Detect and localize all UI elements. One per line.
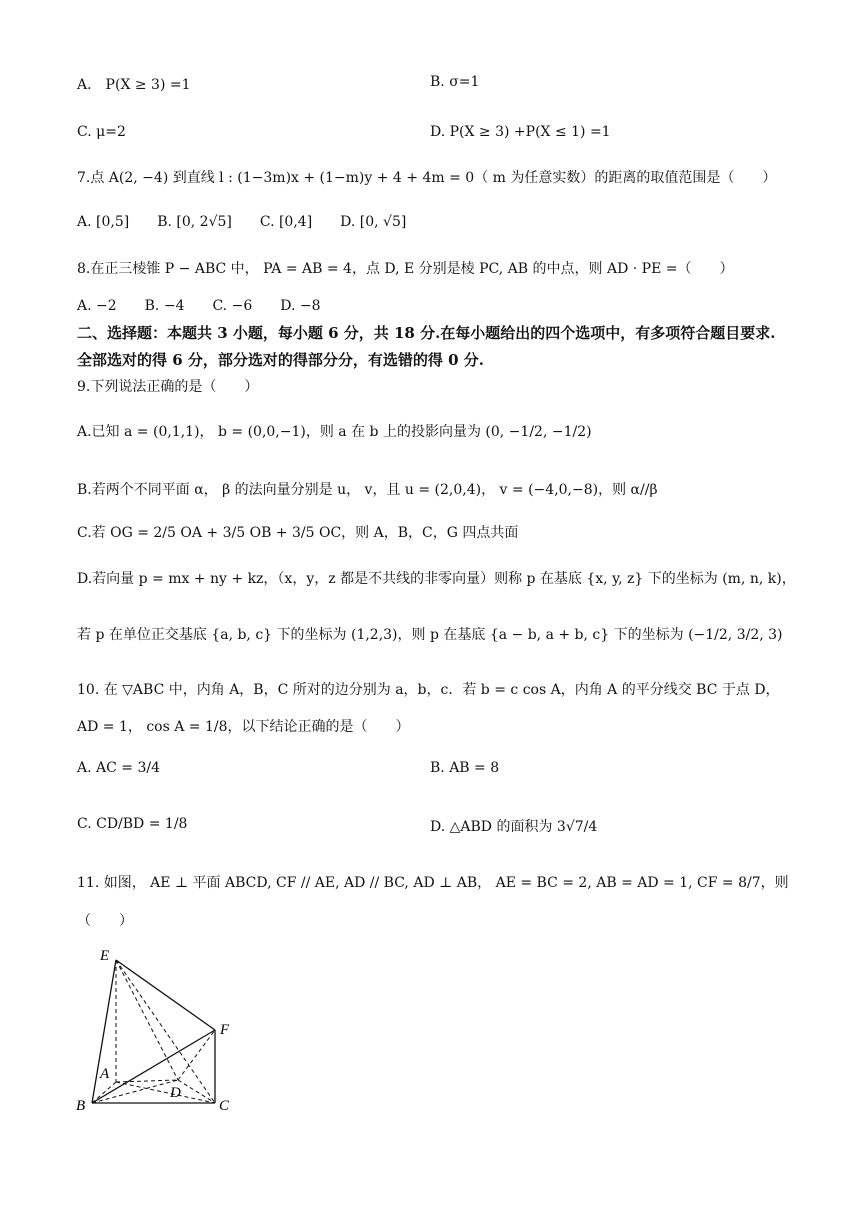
label-e: E <box>100 948 110 964</box>
label-a: A <box>100 1066 110 1082</box>
q10-option-b: B. AB = 8 <box>430 760 500 776</box>
q10-option-c: C. CD/BD = 1/8 <box>77 816 188 832</box>
q10-option-a: A. AC = 3/4 <box>77 760 160 776</box>
section-2-heading: 二、选择题：本题共 3 小题，每小题 6 分，共 18 分.在每小题给出的四个选项中，有多项符合题目要求.全部选对的得 6 分，部分选对的得部分分，有选错的得 0 分. <box>77 324 776 369</box>
q9-option-d-line2: 若 p 在单位正交基底 {a, b, c} 下的坐标为 (1,2,3)，则 p 在基底 {a − b, a + b, c} 下的坐标为 (−1/2, 3/2, 3) <box>77 627 783 643</box>
label-c: C <box>219 1098 230 1114</box>
geometry-figure <box>70 940 250 1124</box>
q10-stem-line2: AD = 1， cos A = 1/8，以下结论正确的是（ ） <box>77 719 410 735</box>
q6-option-b: B. σ=1 <box>430 74 480 90</box>
edge-ad <box>116 1080 178 1082</box>
label-f: F <box>220 1022 230 1038</box>
q9-stem: 9.下列说法正确的是（ ） <box>77 379 259 395</box>
q11-stem-line1: 11. 如图， AE ⊥ 平面 ABCD, CF // AE, AD // BC, AD ⊥ AB， AE = BC = 2, AB = AD = 1, CF = 8/7，则 <box>77 875 789 891</box>
q6-option-c: C. μ=2 <box>77 124 126 140</box>
q7-options: A. [0,5] B. [0, 2√5] C. [0,4] D. [0, √5] <box>77 214 407 230</box>
q8-stem: 8.在正三棱锥 P − ABC 中， PA = AB = 4，点 D, E 分别是棱 PC, AB 的中点，则 AD · PE =（ ） <box>77 261 734 277</box>
q9-option-d-line1: D.若向量 p = mx + ny + kz，（x，y，z 都是不共线的非零向量）则称 p 在基底 {x, y, z} 下的坐标为 (m, n, k)， <box>77 571 796 587</box>
geometry-figure-svg <box>70 940 250 1120</box>
q9-option-a: A.已知 a = (0,1,1)， b = (0,0,−1)，则 a 在 b 上的投影向量为 (0, −1/2, −1/2) <box>77 424 592 440</box>
edge-ac <box>116 1082 215 1103</box>
label-b: B <box>76 1098 86 1114</box>
q11-stem-line2: （ ） <box>77 913 133 929</box>
q9-option-b: B.若两个不同平面 α， β 的法向量分别是 u， v，且 u = (2,0,4)， v = (−4,0,−8)，则 α//β <box>77 482 658 498</box>
edge-ef <box>116 960 215 1030</box>
edge-dc <box>178 1080 215 1103</box>
edge-ed <box>116 960 178 1080</box>
q6-option-d: D. P(X ≥ 3) +P(X ≤ 1) =1 <box>430 124 611 140</box>
edge-df <box>178 1030 215 1080</box>
label-d: D <box>170 1085 181 1101</box>
q8-options: A. −2 B. −4 C. −6 D. −8 <box>77 298 321 314</box>
q9-option-c: C.若 OG = 2/5 OA + 3/5 OB + 3/5 OC，则 A，B，C，G 四点共面 <box>77 525 519 541</box>
q6-option-a: A． P(X ≥ 3) =1 <box>77 77 191 93</box>
q10-option-d: D. △ABD 的面积为 3√7/4 <box>430 819 598 835</box>
q7-stem: 7.点 A(2, −4) 到直线 l : (1−3m)x + (1−m)y + 4 + 4m = 0（ m 为任意实数）的距离的取值范围是（ ） <box>77 170 777 186</box>
q10-stem-line1: 10. 在 ▽ABC 中，内角 A，B，C 所对的边分别为 a，b，c．若 b = c cos A，内角 A 的平分线交 BC 于点 D， <box>77 682 780 698</box>
